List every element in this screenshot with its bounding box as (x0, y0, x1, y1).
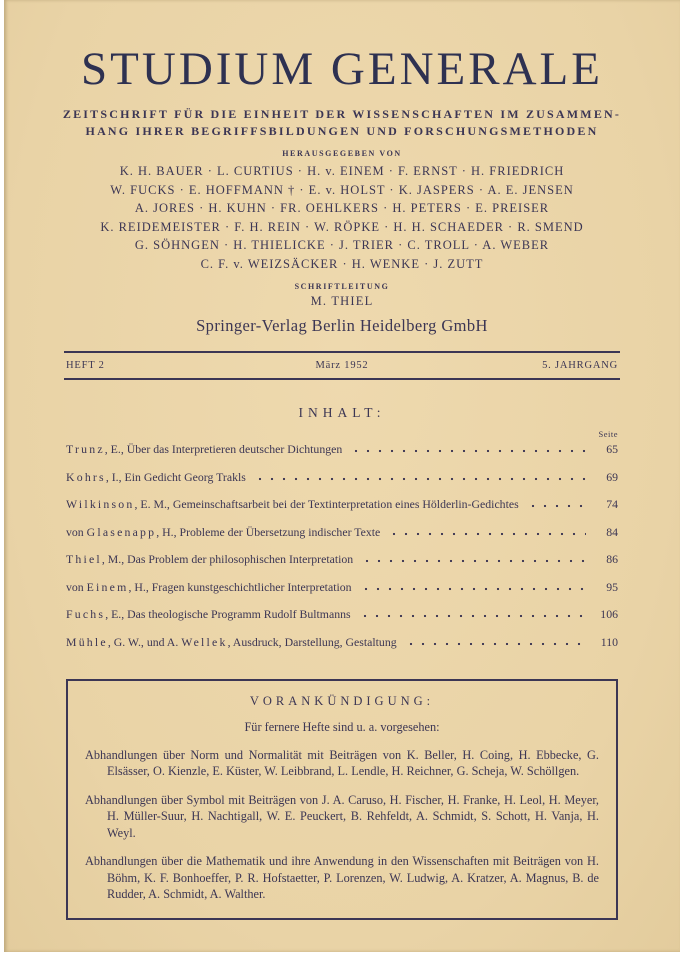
table-of-contents (4, 405, 680, 649)
journal-cover-page (4, 0, 680, 952)
toc-row (66, 470, 618, 484)
dot-leader (350, 449, 586, 453)
toc-rows (66, 442, 618, 649)
announcement-item: Abhandlungen über Symbol mit Beiträgen von J. A. Caruso, H. Fischer, H. Franke, H. Leol, H. Meyer, H. Müller-Suur, H. Nachtigall, W. E. Peuckert, B. Rehfeldt, A. Schmidt, S. Schott, H. Vanja, H. Weyl. (85, 792, 599, 840)
subtitle-line-1: ZEITSCHRIFT FÜR DIE EINHEIT DER WISSENSCHAFTEN IM ZUSAMMEN- (62, 107, 622, 121)
announcement-item: Abhandlungen über die Mathematik und ihre Anwendung in den Wissenschaften mit Beiträgen von H. Böhm, K. F. Bonhoeffer, P. R. Hofstaetter, P. Lorenzen, W. Ludwig, A. Kratzer, A. Magnus, B. de Rudder, A. Schmidt, A. Walther. (85, 854, 599, 901)
toc-page-number: 95 (606, 579, 618, 594)
announcement-subheading: Für fernere Hefte sind u. a. vorgesehen: (244, 719, 440, 734)
toc-row (66, 525, 618, 539)
toc-entry-title: , H., Fragen kunstgeschichtlicher Interpretation (128, 579, 352, 594)
toc-page-number: 65 (606, 442, 618, 456)
toc-page-number: 74 (606, 497, 618, 511)
toc-row (66, 580, 618, 594)
editorship-label: SCHRIFTLEITUNG (294, 282, 390, 291)
toc-entry-title: , E., Über das Interpretieren deutscher Dichtungen (104, 442, 343, 456)
editors-line: K. REIDEMEISTER · F. H. REIN · W. RÖPKE · H. H. SCHAEDER · R. SMEND (100, 219, 584, 234)
toc-author: Glasenapp (86, 524, 157, 539)
announcement-box (66, 679, 618, 920)
subtitle-line-2: HANG IHRER BEGRIFFSBILDUNGEN UND FORSCHUNGSMETHODEN (85, 124, 599, 138)
managing-editor: M. THIEL (310, 294, 374, 308)
toc-entry-title-2: , Ausdruck, Darstellung, Gestaltung (227, 634, 397, 649)
dot-leader (527, 504, 586, 508)
dot-leader (388, 532, 586, 536)
issue-info-bar (64, 351, 620, 380)
dot-leader (405, 642, 586, 646)
editors-list (4, 162, 680, 273)
toc-author: Wilkinson (66, 497, 135, 511)
toc-entry-title: , I., Ein Gedicht Georg Trakls (105, 469, 246, 484)
toc-entry-title: , H., Probleme der Übersetzung indischer Texte (156, 524, 381, 539)
toc-author-prefix: von (66, 524, 87, 539)
dot-leader (254, 477, 586, 481)
dot-leader (361, 559, 586, 563)
toc-heading: INHALT: (298, 405, 386, 420)
announcement-item: Abhandlungen über Norm und Normalität mit Beiträgen von K. Beller, H. Coing, H. Ebbecke, G. Elsässer, O. Kienzle, E. Küster, W. Leibbrand, L. Lendle, H. Reichner, G. Scheja, W. Schöllgen. (85, 747, 599, 778)
toc-author-2: Wellek (181, 634, 228, 649)
toc-author: Fuchs (66, 607, 106, 621)
toc-entry-title: , G. W., und A. (107, 634, 182, 649)
toc-row (66, 442, 618, 456)
toc-author: Einem (86, 579, 129, 594)
issue-number: HEFT 2 (66, 360, 105, 371)
toc-row (66, 552, 618, 566)
toc-page-number: 106 (600, 607, 618, 621)
issue-volume: 5. JAHRGANG (542, 360, 618, 371)
toc-row (66, 635, 618, 649)
dot-leader (360, 587, 586, 591)
toc-row (66, 607, 618, 621)
toc-row (66, 497, 618, 511)
journal-subtitle (4, 106, 680, 140)
toc-author: Kohrs (66, 469, 106, 484)
page-column-label: Seite (598, 429, 618, 439)
toc-page-number: 110 (600, 634, 618, 649)
toc-page-number: 86 (606, 552, 618, 566)
masthead (4, 43, 680, 336)
toc-entry-title: , E., Das theologische Programm Rudolf Bultmanns (105, 607, 351, 621)
editors-line: W. FUCKS · E. HOFFMANN † · E. v. HOLST · K. JASPERS · A. E. JENSEN (110, 182, 574, 197)
toc-author: Trunz (66, 442, 105, 456)
dot-leader (359, 614, 586, 618)
toc-author-prefix: von (66, 579, 87, 594)
announcement-heading: VORANKÜNDIGUNG: (249, 693, 435, 708)
edited-by-label: HERAUSGEGEBEN VON (282, 149, 402, 158)
toc-page-number: 69 (606, 469, 618, 484)
toc-author: Mühle (66, 634, 108, 649)
toc-page-number: 84 (606, 524, 618, 539)
editors-line: K. H. BAUER · L. CURTIUS · H. v. EINEM · F. ERNST · H. FRIEDRICH (119, 164, 565, 178)
toc-entry-title: , E. M., Gemeinschaftsarbeit bei der Textinterpretation eines Hölderlin-Gedichtes (134, 497, 519, 511)
editors-line: A. JORES · H. KUHN · FR. OEHLKERS · H. PETERS · E. PREISER (134, 201, 550, 215)
toc-entry-title: , M., Das Problem der philosophischen Interpretation (101, 552, 354, 566)
editors-line: C. F. v. WEIZSÄCKER · H. WENKE · J. ZUTT (200, 256, 484, 271)
publisher-imprint: Springer-Verlag Berlin Heidelberg GmbH (196, 316, 488, 335)
toc-author: Thiel (66, 552, 102, 566)
journal-title: STUDIUM GENERALE (81, 43, 603, 95)
issue-date: März 1952 (315, 360, 369, 371)
editors-line: G. SÖHNGEN · H. THIELICKE · J. TRIER · C. TROLL · A. WEBER (134, 238, 550, 252)
